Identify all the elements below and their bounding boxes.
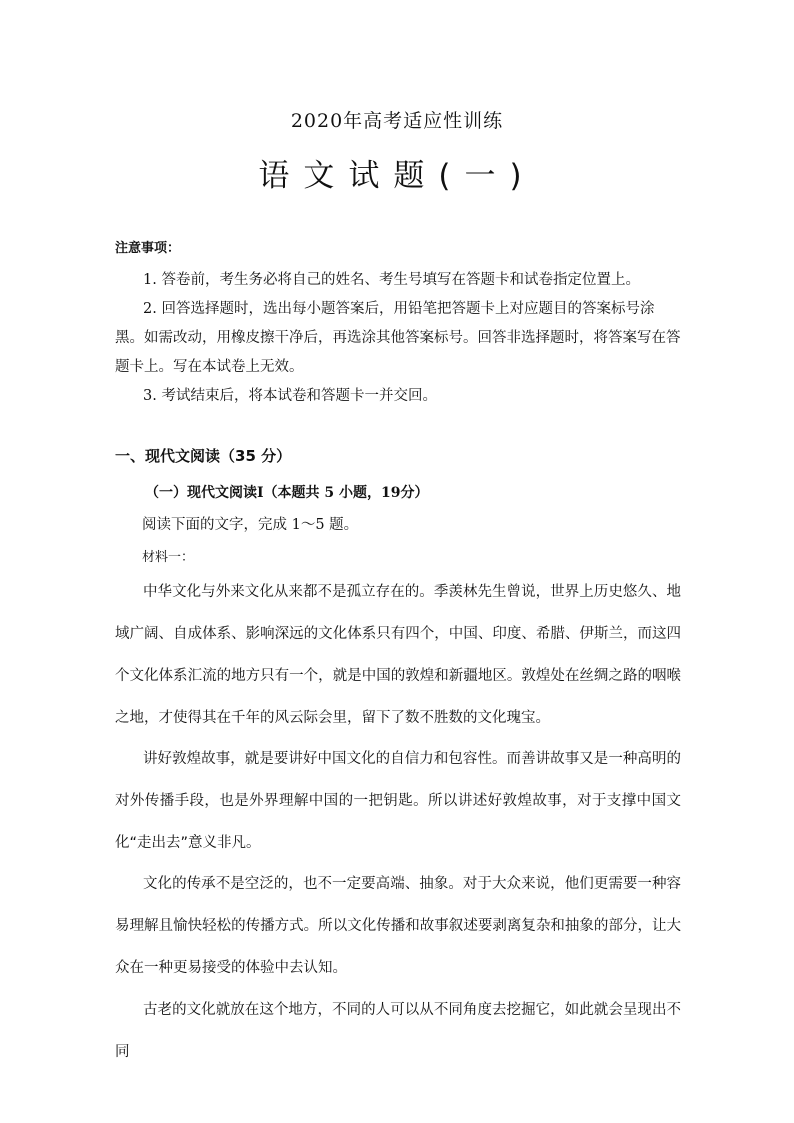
notice-item-2: 2. 回答选择题时，选出每小题答案后，用铅笔把答题卡上对应题目的答案标号涂黑。如需改动，用橡皮擦干净后，再选涂其他答案标号。回答非选择题时，将答案写在答题卡上。写在本试卷上无效。 xyxy=(115,301,681,375)
exam-subtitle: 2020年高考适应性训练 xyxy=(290,110,504,132)
notice-heading: 注意事项： xyxy=(115,241,181,256)
subsection-heading: （一）现代文阅读Ⅰ（本题共 5 小题，19分） xyxy=(145,485,429,501)
reading-instruction: 阅读下面的文字，完成 1～5 题。 xyxy=(142,517,359,533)
passage-paragraph-3: 文化的传承不是空泛的，也不一定要高端、抽象。对于大众来说，他们更需要一种容易理解且愉快轻松的传播方式。所以文化传播和故事叙述要剥离复杂和抽象的部分，让大众在一种更易接受的体验中去认知。 xyxy=(115,876,681,976)
section-heading: 一、现代文阅读（35 分） xyxy=(115,447,292,465)
exam-title: 语文试题(一) xyxy=(258,158,536,194)
notice-item-1: 1. 答卷前，考生务必将自己的姓名、考生号填写在答题卡和试卷指定位置上。 xyxy=(143,272,640,288)
material-label: 材料一： xyxy=(142,550,195,565)
passage-paragraph-1: 中华文化与外来文化从来都不是孤立存在的。季羡林先生曾说，世界上历史悠久、地域广阔、自成体系、影响深远的文化体系只有四个，中国、印度、希腊、伊斯兰，而这四个文化体系汇流的地方只有一个，就是中国的敦煌和新疆地区。敦煌处在丝绸之路的咽喉之地，才使得其在千年的风云际会里，留下了数不胜数的文化瑰宝。 xyxy=(115,584,681,726)
passage-paragraph-2: 讲好敦煌故事，就是要讲好中国文化的自信力和包容性。而善讲故事又是一种高明的对外传播手段，也是外界理解中国的一把钥匙。所以讲述好敦煌故事，对于支撑中国文化“走出去”意义非凡。 xyxy=(115,751,681,851)
passage-paragraph-4: 古老的文化就放在这个地方，不同的人可以从不同角度去挖掘它，如此就会呈现出不同 xyxy=(115,1002,681,1060)
notice-item-3: 3. 考试结束后，将本试卷和答题卡一并交回。 xyxy=(143,388,437,404)
